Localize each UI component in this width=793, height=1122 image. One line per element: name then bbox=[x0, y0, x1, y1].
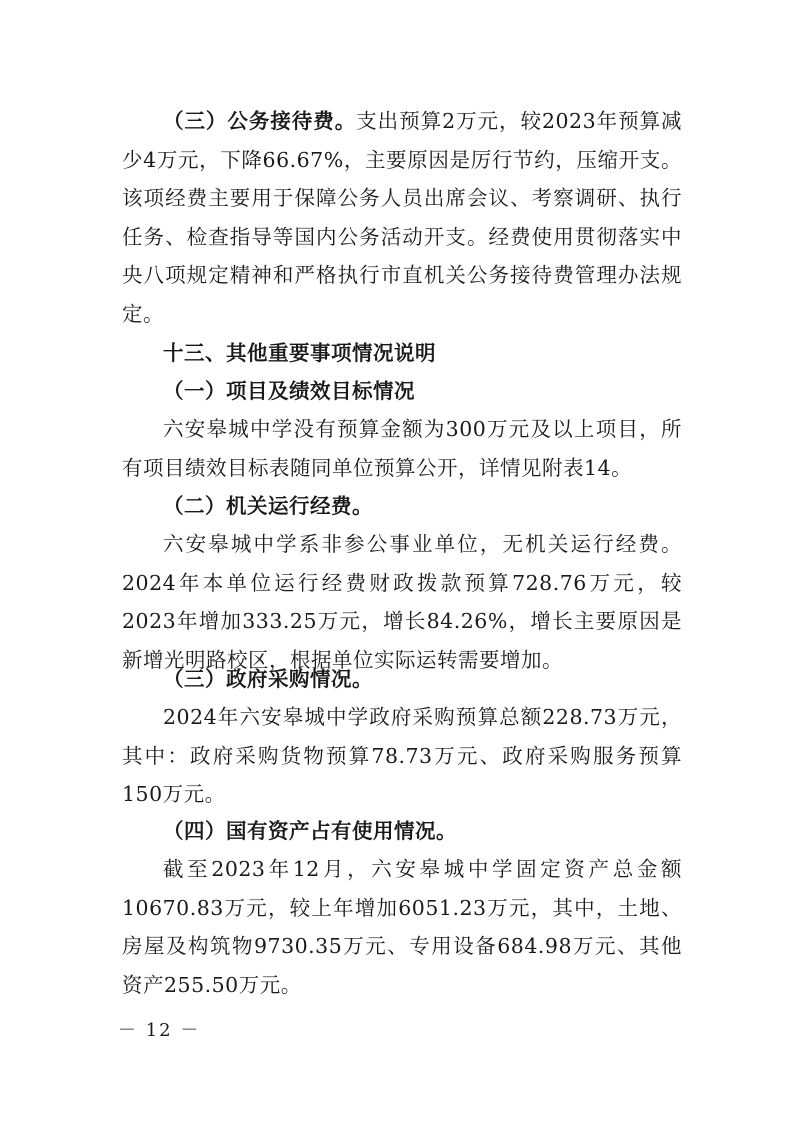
page-number: － 12 － bbox=[118, 1020, 201, 1041]
hospitality-title: （三）公务接待费。 bbox=[163, 109, 357, 133]
section-13-title: 十三、其他重要事项情况说明 bbox=[163, 341, 436, 365]
procurement-body: 2024年六安皋城中学政府采购预算总额228.73万元，其中：政府采购货物预算78.73万元、政府采购服务预算150万元。 bbox=[122, 705, 682, 806]
operating-funds-title: （二）机关运行经费。 bbox=[163, 494, 373, 518]
assets-title: （四）国有资产占有使用情况。 bbox=[163, 819, 457, 843]
project-goals-title: （一）项目及绩效目标情况 bbox=[163, 379, 415, 403]
hospitality-paragraph bbox=[122, 102, 682, 333]
hospitality-body: 支出预算2万元，较2023年预算减少4万元，下降66.67%，主要原因是厉行节约，压缩开支。该项经费主要用于保障公务人员出席会议、考察调研、执行任务、检查指导等国内公务活动开支。经费使用贯彻落实中央八项规定精神和严格执行市直机关公务接待费管理办法规定。 bbox=[122, 109, 683, 326]
project-goals-body: 六安皋城中学没有预算金额为300万元及以上项目，所有项目绩效目标表随同单位预算公开，详情见附表14。 bbox=[122, 417, 682, 480]
procurement-title: （三）政府采购情况。 bbox=[163, 667, 373, 691]
assets-body: 截至2023年12月，六安皋城中学固定资产总金额10670.83万元，较上年增加6051.23万元，其中，土地、房屋及构筑物9730.35万元、专用设备684.98万元、其他资产255.50万元。 bbox=[122, 857, 682, 997]
operating-funds-body: 六安皋城中学系非参公事业单位，无机关运行经费。2024年本单位运行经费财政拨款预算728.76万元，较2023年增加333.25万元，增长84.26%，增长主要原因是新增光明路校区，根据单位实际运转需要增加。 bbox=[122, 532, 682, 672]
